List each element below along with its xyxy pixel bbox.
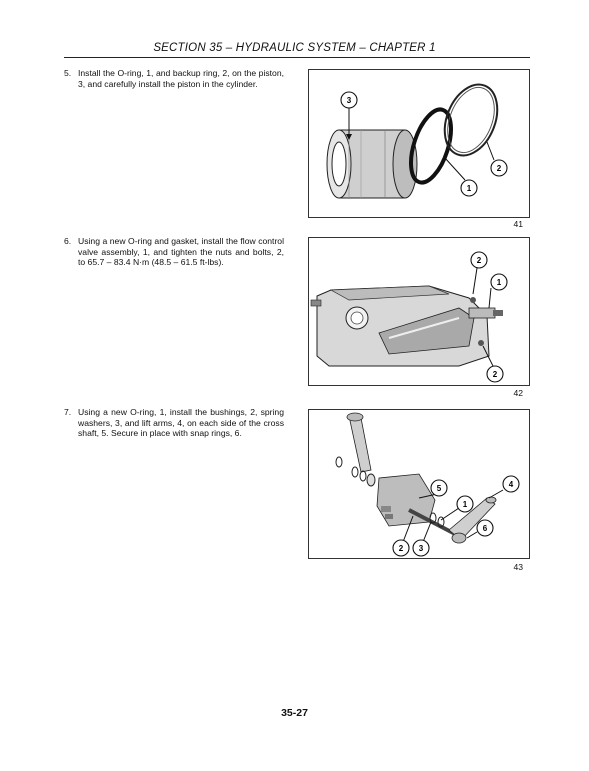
page-number: 35-27 — [281, 707, 308, 719]
callout-2-bottom — [487, 366, 503, 382]
header-rule — [64, 57, 530, 58]
figure-42-flow-control-valve — [308, 237, 530, 386]
callout-label: 4 — [508, 480, 514, 489]
figure-43-lift-arms — [308, 409, 530, 559]
callout-label: 2 — [496, 164, 502, 173]
step-7 — [64, 407, 284, 439]
figure-number-43: 43 — [513, 562, 523, 572]
step-number: 6. — [64, 236, 72, 246]
callout-label: 1 — [466, 184, 472, 193]
callout-4 — [503, 476, 519, 492]
callout-5 — [431, 480, 447, 496]
callout-6 — [477, 520, 493, 536]
step-5 — [64, 68, 284, 89]
step-text: Install the O-ring, 1, and backup ring, 2, on the piston, 3, and carefully install the piston in the cylinder. — [78, 68, 284, 89]
callout-label: 5 — [436, 484, 442, 493]
callout-label: 1 — [462, 500, 468, 509]
callout-1 — [461, 180, 477, 196]
lift-arm-left-drawing — [347, 413, 371, 472]
figure-number-42: 42 — [513, 388, 523, 398]
callout-label: 3 — [346, 96, 352, 105]
callout-2-top — [471, 252, 487, 268]
step-text: Using a new O-ring and gasket, install the flow control valve assembly, 1, and tighten the nuts and bolts, 2, to 65.7 – 83.4 N·m (48.5 – 61.5 ft-lbs). — [78, 236, 284, 268]
callout-label: 1 — [496, 278, 502, 287]
callout-label: 6 — [482, 524, 488, 533]
housing-drawing — [311, 286, 503, 366]
callout-1 — [491, 274, 507, 290]
callout-1 — [457, 496, 473, 512]
callout-label: 2 — [476, 256, 482, 265]
figure-41-piston — [308, 69, 530, 218]
step-number: 7. — [64, 407, 72, 417]
callout-label: 2 — [492, 370, 498, 379]
callout-label: 3 — [418, 544, 424, 553]
step-6 — [64, 236, 284, 268]
step-number: 5. — [64, 68, 72, 78]
callout-label: 2 — [398, 544, 404, 553]
piston-drawing — [327, 130, 417, 198]
figure-number-41: 41 — [513, 219, 523, 229]
o-ring-drawing — [403, 105, 459, 188]
cross-shaft-drawing — [336, 457, 459, 536]
callout-2 — [393, 540, 409, 556]
step-text: Using a new O-ring, 1, install the bushings, 2, spring washers, 3, and lift arms, 4, on each side of the cross shaft, 5. Secure in place with snap rings, 6. — [78, 407, 284, 439]
callout-3 — [413, 540, 429, 556]
callout-2 — [491, 160, 507, 176]
section-header: SECTION 35 – HYDRAULIC SYSTEM – CHAPTER 1 — [153, 42, 436, 54]
callout-3 — [341, 92, 357, 108]
